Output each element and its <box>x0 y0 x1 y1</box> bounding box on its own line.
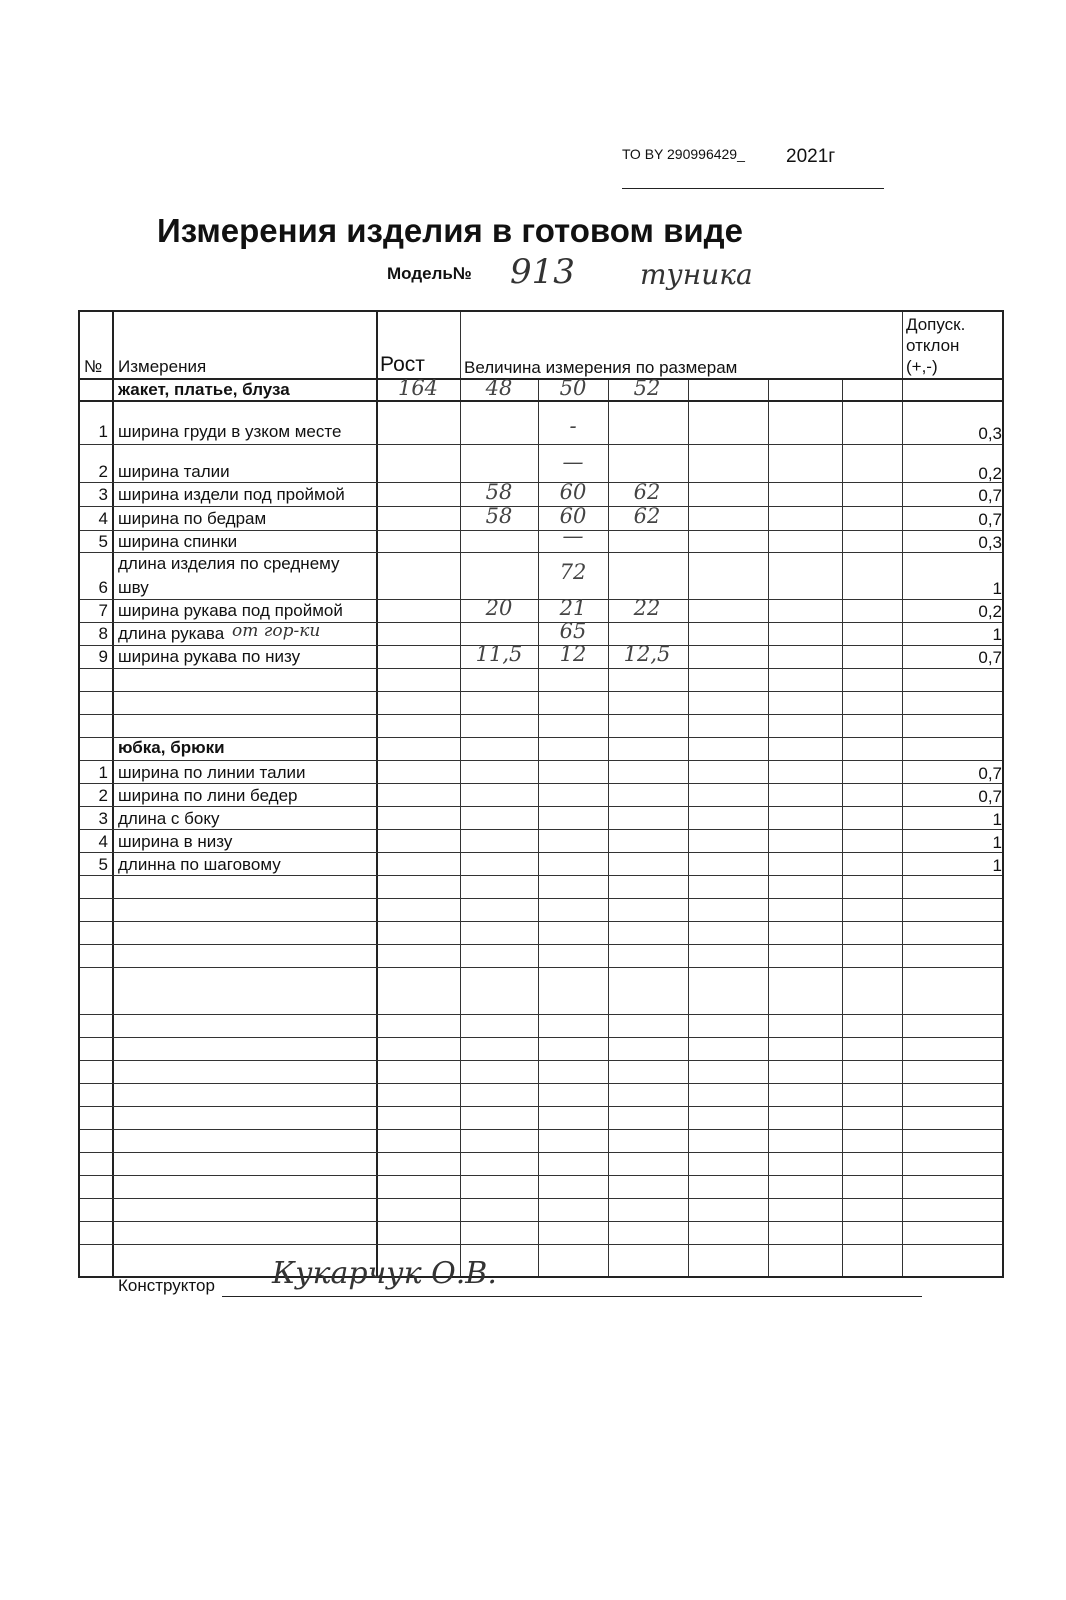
measure-value: 12,5 <box>623 642 671 666</box>
grid-line <box>80 806 1002 807</box>
grid-line <box>80 1221 1002 1222</box>
tolerance-value: 1 <box>992 625 1002 644</box>
tolerance-header-line: Допуск. <box>906 315 966 334</box>
measure-name: длина изделия по среднему <box>118 554 340 573</box>
tolerance-value: 1 <box>992 856 1002 875</box>
col-header-sizes: Величина измерения по размерам <box>464 358 738 377</box>
tolerance-value: 0,7 <box>978 787 1002 806</box>
measure-name: длина рукава <box>118 624 225 643</box>
tolerance-value: 0,3 <box>978 424 1002 443</box>
measure-name: ширина по лини бедер <box>118 786 298 805</box>
row-number: 6 <box>98 578 108 597</box>
measure-value: 20 <box>485 596 513 620</box>
measure-value: 62 <box>633 504 661 528</box>
grid-line <box>80 1244 1002 1245</box>
tolerance-value: 0,2 <box>978 464 1002 483</box>
measure-value: 58 <box>485 480 513 504</box>
document-year: 2021г <box>786 146 836 167</box>
grid-line <box>376 312 378 1276</box>
measure-name-continued: шву <box>118 578 149 597</box>
size-header: 50 <box>559 376 587 400</box>
size-header: 52 <box>633 376 661 400</box>
measurement-table <box>78 310 1004 1278</box>
signature: Кукарчук О.В. <box>272 1256 497 1291</box>
grid-line <box>80 691 1002 692</box>
measure-value: 65 <box>559 619 587 643</box>
grid-line <box>768 378 769 1276</box>
grid-line <box>80 552 1002 553</box>
grid-line <box>80 967 1002 968</box>
measure-name: длинна по шаговому <box>118 855 281 874</box>
measure-name: ширина талии <box>118 462 230 481</box>
row-number: 4 <box>98 509 108 528</box>
measure-value: — <box>562 524 584 548</box>
row-number: 1 <box>98 422 108 441</box>
measure-name: ширина спинки <box>118 532 238 551</box>
row-number: 5 <box>98 532 108 551</box>
grid-line <box>80 1106 1002 1107</box>
grid-line <box>80 852 1002 853</box>
grid-line <box>80 760 1002 761</box>
grid-line <box>80 1152 1002 1153</box>
tolerance-header-line: (+,-) <box>906 357 938 376</box>
row-number: 5 <box>98 855 108 874</box>
row-number: 2 <box>98 786 108 805</box>
measure-name: ширина по линии талии <box>118 763 306 782</box>
col-header-height: Рост <box>380 353 425 376</box>
tolerance-value: 0,7 <box>978 764 1002 783</box>
grid-line <box>80 714 1002 715</box>
size-header: 48 <box>485 376 513 400</box>
measure-value: 58 <box>485 504 513 528</box>
measure-name: ширина издели под проймой <box>118 485 345 504</box>
grid-line <box>112 312 114 1276</box>
tolerance-value: 0,3 <box>978 533 1002 552</box>
grid-line <box>80 1037 1002 1038</box>
measure-value: — <box>562 450 584 474</box>
document-code: ТО BY 290996429_ <box>622 146 745 162</box>
section-title: жакет, платье, блуза <box>118 380 290 399</box>
model-name: туника <box>640 258 753 291</box>
grid-line <box>80 829 1002 830</box>
grid-line <box>80 1083 1002 1084</box>
measure-value: 60 <box>559 504 587 528</box>
tolerance-value: 1 <box>992 833 1002 852</box>
measure-value: 11,5 <box>475 642 523 666</box>
measure-name: ширина по бедрам <box>118 509 267 528</box>
grid-line <box>80 783 1002 784</box>
tolerance-value: 0,7 <box>978 648 1002 667</box>
page-title: Измерения изделия в готовом виде <box>157 212 743 249</box>
signature-line <box>222 1296 922 1297</box>
grid-line <box>80 400 1002 402</box>
measure-value: 22 <box>633 596 661 620</box>
measure-name: ширина рукава по низу <box>118 647 301 666</box>
grid-line <box>80 1060 1002 1061</box>
row-number: 3 <box>98 809 108 828</box>
constructor-label: Конструктор <box>118 1276 215 1295</box>
grid-line <box>902 312 903 1276</box>
row-number: 3 <box>98 485 108 504</box>
grid-line <box>80 921 1002 922</box>
grid-line <box>80 944 1002 945</box>
grid-line <box>80 1198 1002 1199</box>
measure-value: 72 <box>559 560 587 584</box>
row-number: 4 <box>98 832 108 851</box>
measure-name: ширина в низу <box>118 832 233 851</box>
grid-line <box>80 875 1002 876</box>
grid-line <box>460 312 461 1276</box>
measure-name: ширина рукава под проймой <box>118 601 343 620</box>
handwritten-note: от гор-ки <box>232 621 321 641</box>
measure-name: ширина груди в узком месте <box>118 422 342 441</box>
grid-line <box>842 378 843 1276</box>
tolerance-value: 1 <box>992 579 1002 598</box>
measure-value: 12 <box>559 642 587 666</box>
col-header-measure: Измерения <box>118 357 207 376</box>
grid-line <box>80 444 1002 445</box>
measure-value: - <box>569 414 577 438</box>
row-number: 7 <box>98 601 108 620</box>
grid-line <box>608 378 609 1276</box>
row-number: 2 <box>98 462 108 481</box>
grid-line <box>80 1175 1002 1176</box>
grid-line <box>688 378 689 1276</box>
tolerance-value: 0,7 <box>978 486 1002 505</box>
row-number: 1 <box>98 763 108 782</box>
row-number: 8 <box>98 624 108 643</box>
tolerance-value: 1 <box>992 810 1002 829</box>
measure-value: 21 <box>559 596 587 620</box>
grid-line <box>80 1129 1002 1130</box>
grid-line <box>80 1014 1002 1015</box>
tolerance-header-line: отклон <box>906 336 960 355</box>
grid-line <box>80 898 1002 899</box>
grid-line <box>80 668 1002 669</box>
measure-value: 62 <box>633 480 661 504</box>
tolerance-value: 0,7 <box>978 510 1002 529</box>
header-rule <box>622 188 884 189</box>
height-value: 164 <box>397 376 439 400</box>
measure-value: 60 <box>559 480 587 504</box>
section-title: юбка, брюки <box>118 738 225 757</box>
measure-name: длина с боку <box>118 809 220 828</box>
col-header-number: № <box>84 357 103 376</box>
col-header-tolerance <box>906 314 965 377</box>
model-number: 913 <box>510 252 575 292</box>
row-number: 9 <box>98 647 108 666</box>
model-label: Модель№ <box>387 264 472 283</box>
tolerance-value: 0,2 <box>978 602 1002 621</box>
